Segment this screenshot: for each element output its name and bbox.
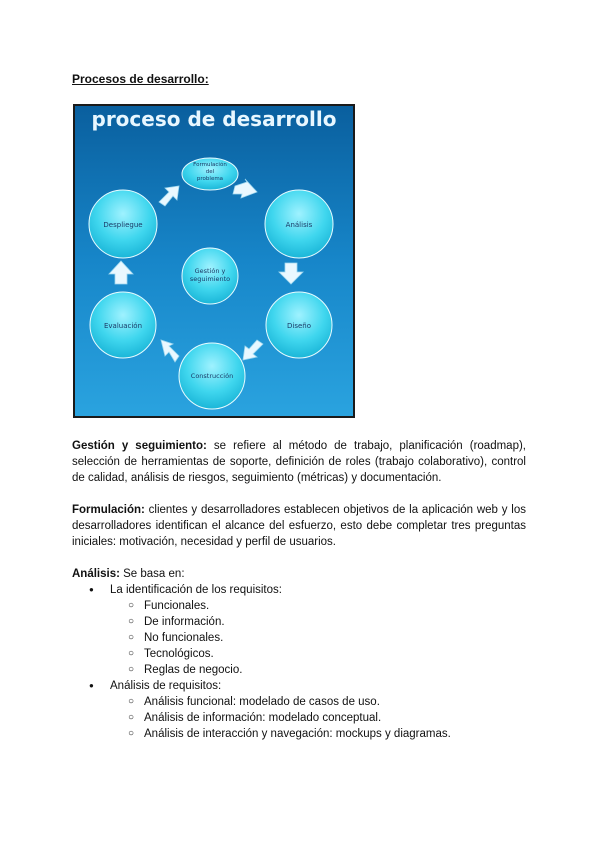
list-item: ● Análisis de requisitos: — [72, 678, 526, 694]
node-despliegue-label: Despliegue — [103, 221, 143, 229]
node-formulacion-label: Formulación del problema — [193, 162, 227, 182]
list-item: ● La identificación de los requisitos: — [72, 582, 526, 598]
gestion-text: se refiere al método de trabajo, planificación (roadmap), selección de herramientas de soporte, definición de roles (trabajo colaborativo), control de calidad, análisis de riesgos, seguimiento (métricas) y documentación. — [72, 440, 526, 484]
node-construccion-label: Construcción — [190, 372, 234, 380]
list-item: ○ De información. — [72, 614, 526, 630]
list-item: ○ Análisis de información: modelado conceptual. — [72, 710, 526, 726]
list-item: ○ Funcionales. — [72, 598, 526, 614]
list-item: ○ Análisis funcional: modelado de casos de uso. — [72, 694, 526, 710]
process-diagram — [73, 104, 355, 418]
gestion-paragraph — [72, 438, 526, 486]
formulacion-text: clientes y desarrolladores establecen objetivos de la aplicación web y los desarrolladores identifican el alcance del esfuerzo, esto debe completar tres preguntas iniciales: motivación, necesidad y perfil de usuarios. — [72, 504, 526, 548]
formulacion-paragraph — [72, 502, 526, 550]
list-item: ○ No funcionales. — [72, 630, 526, 646]
node-diseno-label: Diseño — [286, 322, 312, 330]
analisis-text: Se basa en: — [119, 568, 185, 580]
list-item: ○ Análisis de interacción y navegación: mockups y diagramas. — [72, 726, 526, 742]
diagram-title: proceso de desarrollo — [91, 107, 337, 131]
analisis-section — [72, 566, 526, 742]
list-item: ○ Tecnológicos. — [72, 646, 526, 662]
section-heading: Procesos de desarrollo: — [72, 72, 209, 86]
formulacion-label: Formulación: — [72, 504, 145, 516]
gestion-label: Gestión y seguimiento: — [72, 440, 207, 452]
list-item: ○ Reglas de negocio. — [72, 662, 526, 678]
node-evaluacion-label: Evaluación — [103, 322, 143, 330]
node-gestion-label: Gestión y seguimiento — [189, 267, 231, 283]
analisis-label: Análisis: — [72, 568, 120, 580]
node-analisis-label: Análisis — [285, 221, 313, 229]
